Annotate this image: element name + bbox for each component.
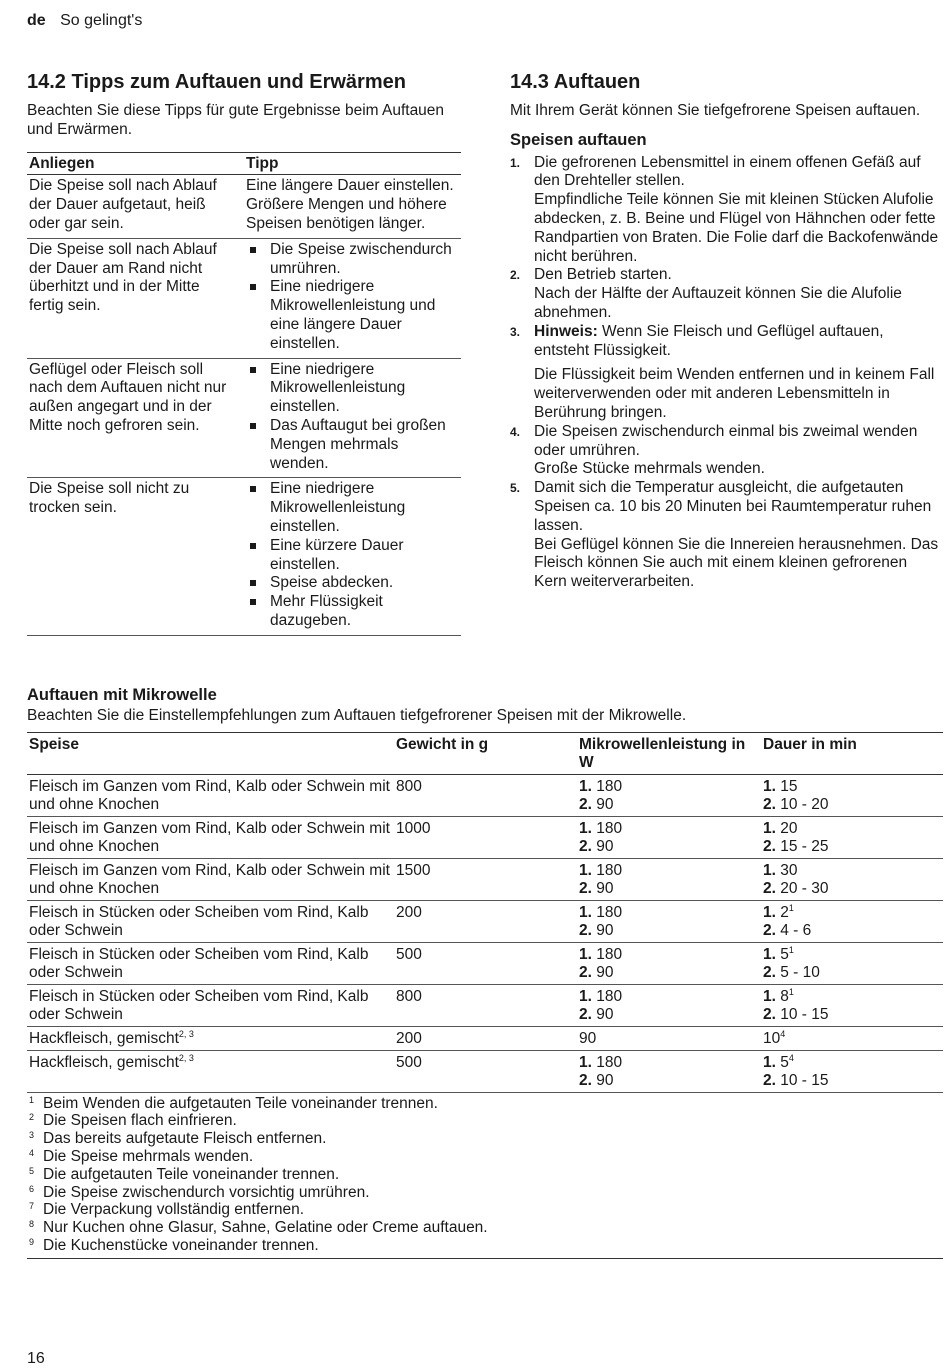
- step-label: 2.: [763, 963, 776, 981]
- footnote-text: Die Speisen flach einfrieren.: [43, 1112, 237, 1130]
- footnote-text: Die Speise zwischendurch vorsichtig umrühren.: [43, 1183, 370, 1201]
- defrost-intro: Mit Ihrem Gerät können Sie tiefgefrorene Speisen auftauen.: [510, 102, 921, 119]
- footnote-text: Das bereits aufgetaute Fleisch entfernen.: [43, 1130, 327, 1148]
- step-label: 2.: [579, 921, 592, 939]
- page-number: 16: [27, 1350, 45, 1367]
- footnote-text: Die Kuchenstücke voneinander trennen.: [43, 1236, 319, 1254]
- footnote-number: 3: [29, 1130, 35, 1141]
- duration-cell: 1. 15 2. 10 - 20: [761, 774, 943, 816]
- power-cell: 1. 180 2. 90: [577, 858, 761, 900]
- food-cell: Fleisch im Ganzen vom Rind, Kalb oder Schwein mit und ohne Knochen: [27, 774, 394, 816]
- duration-cell: 1. $8^1$ 2. 10 - 15: [761, 984, 943, 1026]
- step-number: 3.: [510, 324, 521, 339]
- weight-cell: 200: [394, 900, 577, 942]
- list-item: Die Speise zwischendurch umrühren.: [246, 241, 459, 279]
- duration-cell: 1. $5^4$ 2. 10 - 15: [761, 1050, 943, 1092]
- microwave-defrost-section: [27, 686, 943, 1259]
- table-row: [27, 358, 461, 478]
- step-label: 2.: [579, 837, 592, 855]
- footnote-item: [27, 1095, 943, 1113]
- issue-cell: Die Speise soll nicht zu trocken sein.: [27, 478, 244, 635]
- food-cell: Fleisch in Stücken oder Scheiben vom Rind, Kalb oder Schwein: [27, 942, 394, 984]
- col-header-duration: Dauer in min: [761, 732, 943, 774]
- food-cell: Fleisch im Ganzen vom Rind, Kalb oder Schwein mit und ohne Knochen: [27, 858, 394, 900]
- list-item: Eine niedrigere Mikrowellenleistung einstellen.: [246, 361, 459, 417]
- power-cell: 1. 180 2. 90: [577, 816, 761, 858]
- step-label: 2.: [763, 837, 776, 855]
- table-row: [27, 942, 943, 984]
- power-cell: 1. 180 2. 90: [577, 1050, 761, 1092]
- food-cell: Fleisch im Ganzen vom Rind, Kalb oder Schwein mit und ohne Knochen: [27, 816, 394, 858]
- table-row: [27, 816, 943, 858]
- step-extra: Die Flüssigkeit beim Wenden entfernen und in keinem Fall weiterverwenden oder mit anderen Lebensmitteln in Berührung bringen.: [534, 366, 935, 421]
- tip-cell: [244, 358, 461, 478]
- list-item: Eine niedrigere Mikrowellenleistung und eine längere Dauer einstellen.: [246, 278, 459, 353]
- step-item: [510, 479, 940, 592]
- defrost-steps: [510, 154, 940, 592]
- col-header-weight: Gewicht in g: [394, 732, 577, 774]
- tip-cell: [244, 478, 461, 635]
- weight-cell: 500: [394, 1050, 577, 1092]
- step-number: 4.: [510, 424, 521, 439]
- power-cell: 1. 180 2. 90: [577, 774, 761, 816]
- tips-section: [27, 70, 461, 636]
- step-extra: Große Stücke mehrmals wenden.: [534, 460, 765, 478]
- step-item: [510, 323, 940, 423]
- duration-cell: 1. 30 2. 20 - 30: [761, 858, 943, 900]
- step-label: 2.: [579, 1071, 592, 1089]
- hint-label: Hinweis:: [534, 322, 598, 340]
- food-footnote-ref: 2, 3: [178, 1052, 194, 1063]
- issue-cell: Die Speise soll nach Ablauf der Dauer am Rand nicht überhitzt und in der Mitte fertig sein.: [27, 238, 244, 358]
- food-cell: Fleisch in Stücken oder Scheiben vom Rind, Kalb oder Schwein: [27, 900, 394, 942]
- duration-footnote-ref: 1: [788, 944, 794, 955]
- footnote-number: 4: [29, 1147, 35, 1158]
- table-row: [27, 1026, 943, 1050]
- footnote-number: 7: [29, 1201, 35, 1212]
- tip-cell: Eine längere Dauer einstellen. Größere Mengen und höhere Speisen benötigen länger.: [244, 175, 461, 238]
- step-label: 2.: [763, 1005, 776, 1023]
- duration-footnote-ref: 4: [788, 1052, 794, 1063]
- duration-cell: 1. $2^1$ 2. 4 - 6: [761, 900, 943, 942]
- step-extra: Empfindliche Teile können Sie mit kleinen Stücken Alufolie abdecken, z. B. Beine und Flügel von Hähnchen oder fette Randpartien von Braten. Die Folie darf die Backofenwände nicht berühren.: [534, 191, 939, 265]
- list-item: Speise abdecken.: [246, 574, 459, 593]
- footnote-item: [27, 1130, 943, 1148]
- power-cell: 1. 180 2. 90: [577, 942, 761, 984]
- weight-cell: 200: [394, 1026, 577, 1050]
- duration-cell: 1. $5^1$ 2. 5 - 10: [761, 942, 943, 984]
- col-header-tip: Tipp: [244, 152, 461, 175]
- page-header: [27, 12, 142, 31]
- microwave-table: [27, 732, 943, 1093]
- food-footnote-ref: 2, 3: [178, 1028, 194, 1039]
- step-label: 1.: [579, 777, 592, 795]
- food-cell: Fleisch in Stücken oder Scheiben vom Rind, Kalb oder Schwein: [27, 984, 394, 1026]
- step-text: Den Betrieb starten.: [534, 266, 672, 284]
- defrost-subtitle: Speisen auftauen: [510, 130, 647, 149]
- step-label: 1.: [763, 1053, 776, 1071]
- weight-cell: 800: [394, 774, 577, 816]
- duration-footnote-ref: 4: [780, 1028, 786, 1039]
- duration-cell: $10^4$: [761, 1026, 943, 1050]
- microwave-title: Auftauen mit Mikrowelle: [27, 686, 217, 704]
- issue-cell: Geflügel oder Fleisch soll nach dem Auftauen nicht nur außen angegart und in der Mitte noch gefroren sein.: [27, 358, 244, 478]
- step-text: Die Speisen zwischendurch einmal bis zweimal wenden oder umrühren.: [534, 422, 918, 459]
- footnote-text: Die Verpackung vollständig entfernen.: [43, 1201, 305, 1219]
- step-extra: Nach der Hälfte der Auftauzeit können Sie die Alufolie abnehmen.: [534, 285, 902, 321]
- footnotes: [27, 1093, 943, 1259]
- tip-cell: [244, 238, 461, 358]
- power-cell: 1. 180 2. 90: [577, 984, 761, 1026]
- microwave-header-row: [27, 732, 943, 774]
- weight-cell: 1000: [394, 816, 577, 858]
- step-extra: Bei Geflügel können Sie die Innereien herausnehmen. Das Fleisch können Sie auch mit einem kleinen gefrorenen Kern weiterverarbeiten.: [534, 535, 939, 591]
- list-item: Mehr Flüssigkeit dazugeben.: [246, 593, 459, 631]
- step-number: 2.: [510, 268, 521, 283]
- step-label: 1.: [579, 987, 592, 1005]
- tips-header-row: [27, 152, 461, 175]
- step-label: 1.: [763, 777, 776, 795]
- list-item: Eine kürzere Dauer einstellen.: [246, 537, 459, 575]
- table-row: [27, 774, 943, 816]
- step-text: Die gefrorenen Lebensmittel in einem offenen Gefäß auf den Drehteller stellen.: [534, 153, 921, 190]
- table-row: [27, 900, 943, 942]
- step-label: 1.: [763, 819, 776, 837]
- table-row: [27, 858, 943, 900]
- footnote-number: 6: [29, 1183, 35, 1194]
- footnote-item: [27, 1112, 943, 1130]
- weight-cell: 800: [394, 984, 577, 1026]
- tips-table: [27, 152, 461, 636]
- power-cell: 90: [577, 1026, 761, 1050]
- list-item: Eine niedrigere Mikrowellenleistung einstellen.: [246, 480, 459, 536]
- table-row: [27, 175, 461, 238]
- step-label: 1.: [763, 987, 776, 1005]
- step-text: [534, 323, 940, 361]
- table-row: [27, 478, 461, 635]
- duration-footnote-ref: 1: [788, 986, 794, 997]
- footnote-text: Nur Kuchen ohne Glasur, Sahne, Gelatine oder Creme auftauen.: [43, 1219, 488, 1237]
- step-label: 1.: [579, 945, 592, 963]
- food-cell: Hackfleisch, gemischt$^{2, 3}$: [27, 1050, 394, 1092]
- step-item: [510, 266, 940, 322]
- step-item: [510, 423, 940, 479]
- step-label: 1.: [763, 903, 776, 921]
- footnote-item: [27, 1219, 943, 1237]
- footnote-number: 5: [29, 1165, 35, 1176]
- defrost-section: [510, 70, 940, 592]
- step-label: 2.: [579, 1005, 592, 1023]
- footnote-number: 9: [29, 1236, 35, 1247]
- step-label: 1.: [763, 861, 776, 879]
- food-cell: Hackfleisch, gemischt$^{2, 3}$: [27, 1026, 394, 1050]
- footnote-item: [27, 1237, 943, 1255]
- step-label: 2.: [579, 795, 592, 813]
- tips-intro: Beachten Sie diese Tipps für gute Ergebnisse beim Auftauen und Erwärmen.: [27, 102, 445, 138]
- step-label: 1.: [579, 861, 592, 879]
- table-row: [27, 984, 943, 1026]
- footnote-number: 1: [29, 1094, 35, 1105]
- step-label: 2.: [763, 879, 776, 897]
- col-header-food: Speise: [27, 732, 394, 774]
- weight-cell: 500: [394, 942, 577, 984]
- footnote-text: Die aufgetauten Teile voneinander trennen.: [43, 1165, 340, 1183]
- duration-footnote-ref: 1: [788, 902, 794, 913]
- list-item: Das Auftaugut bei großen Mengen mehrmals wenden.: [246, 417, 459, 473]
- step-text: Damit sich die Temperatur ausgleicht, die aufgetauten Speisen ca. 10 bis 20 Minuten bei Raumtemperatur ruhen lassen.: [534, 479, 932, 534]
- language-code: de: [27, 12, 46, 29]
- step-label: 1.: [579, 819, 592, 837]
- footnote-item: [27, 1201, 943, 1219]
- microwave-table-body: [27, 774, 943, 1092]
- step-label: 2.: [579, 963, 592, 981]
- step-label: 2.: [579, 879, 592, 897]
- table-row: [27, 238, 461, 358]
- power-cell: 1. 180 2. 90: [577, 900, 761, 942]
- footnote-item: [27, 1184, 943, 1202]
- table-row: [27, 1050, 943, 1092]
- step-label: 2.: [763, 1071, 776, 1089]
- footnote-item: [27, 1166, 943, 1184]
- step-label: 1.: [579, 903, 592, 921]
- section-name: So gelingt's: [60, 12, 143, 29]
- microwave-intro: Beachten Sie die Einstellempfehlungen zum Auftauen tiefgefrorener Speisen mit der Mikrowelle.: [27, 706, 687, 724]
- step-label: 2.: [763, 795, 776, 813]
- duration-cell: 1. 20 2. 15 - 25: [761, 816, 943, 858]
- footnote-number: 8: [29, 1219, 35, 1230]
- footnote-number: 2: [29, 1112, 35, 1123]
- step-number: 5.: [510, 481, 521, 496]
- step-label: 1.: [579, 1053, 592, 1071]
- hint-text: Wenn Sie Fleisch und Geflügel auftauen, entsteht Flüssigkeit.: [534, 322, 884, 359]
- footnote-text: Die Speise mehrmals wenden.: [43, 1147, 254, 1165]
- footnote-text: Beim Wenden die aufgetauten Teile voneinander trennen.: [43, 1094, 438, 1112]
- col-header-issue: Anliegen: [27, 152, 244, 175]
- issue-cell: Die Speise soll nach Ablauf der Dauer aufgetaut, heiß oder gar sein.: [27, 175, 244, 238]
- defrost-title: 14.3 Auftauen: [510, 71, 641, 93]
- weight-cell: 1500: [394, 858, 577, 900]
- step-number: 1.: [510, 155, 521, 170]
- footnote-item: [27, 1148, 943, 1166]
- step-label: 1.: [763, 945, 776, 963]
- step-item: [510, 154, 940, 267]
- step-label: 2.: [763, 921, 776, 939]
- col-header-power: Mikrowellenleistung in W: [577, 732, 761, 774]
- tips-title: 14.2 Tipps zum Auftauen und Erwärmen: [27, 71, 406, 93]
